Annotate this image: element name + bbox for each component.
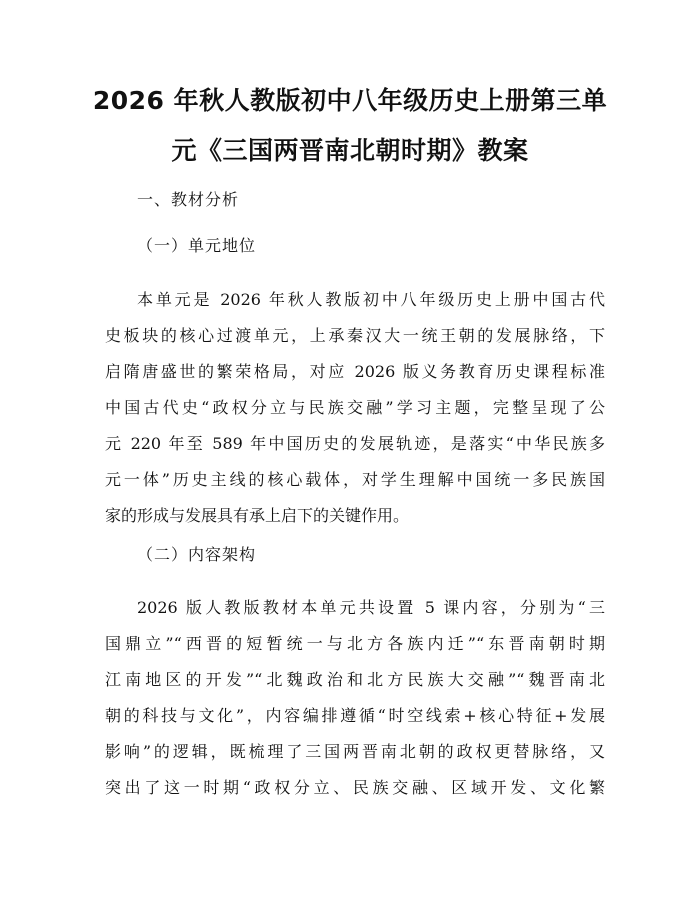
paragraph-line: 朝的科技与文化”，内容编排遵循“时空线索+核心特征+发展 bbox=[105, 706, 605, 725]
paragraph-line: 元 220 年至 589 年中国历史的发展轨迹，是落实“中华民族多 bbox=[105, 434, 605, 453]
document-title-line-1: 2026 年秋人教版初中八年级历史上册第三单 bbox=[92, 86, 608, 115]
section-heading-textbook-analysis: 一、教材分析 bbox=[137, 190, 240, 209]
paragraph-line: 江南地区的开发”“北魏政治和北方民族大交融”“魏晋南北 bbox=[105, 670, 605, 689]
paragraph-line: 家的形成与发展具有承上启下的关键作用。 bbox=[105, 506, 410, 525]
paragraph-line: 启隋唐盛世的繁荣格局，对应 2026 版义务教育历史课程标准 bbox=[105, 362, 605, 381]
subsection-heading-unit-position: （一）单元地位 bbox=[137, 236, 257, 255]
subsection-heading-content-structure: （二）内容架构 bbox=[137, 545, 257, 564]
paragraph-line: 影响”的逻辑，既梳理了三国两晋南北朝的政权更替脉络，又 bbox=[105, 742, 605, 761]
paragraph-line: 2026 版人教版教材本单元共设置 5 课内容，分别为“三 bbox=[137, 598, 605, 617]
paragraph-line: 元一体”历史主线的核心载体，对学生理解中国统一多民族国 bbox=[105, 470, 605, 489]
paragraph-line: 国鼎立”“西晋的短暂统一与北方各族内迁”“东晋南朝时期 bbox=[105, 634, 605, 653]
paragraph-line: 史板块的核心过渡单元，上承秦汉大一统王朝的发展脉络，下 bbox=[105, 326, 605, 345]
paragraph-line: 本单元是 2026 年秋人教版初中八年级历史上册中国古代 bbox=[137, 290, 605, 309]
paragraph-content-structure bbox=[105, 590, 605, 806]
paragraph-line: 中国古代史“政权分立与民族交融”学习主题，完整呈现了公 bbox=[105, 398, 605, 417]
document-title-line-2: 元《三国两晋南北朝时期》教案 bbox=[171, 136, 529, 165]
paragraph-line: 突出了这一时期“政权分立、民族交融、区域开发、文化繁 bbox=[105, 778, 605, 797]
paragraph-unit-position bbox=[105, 282, 605, 534]
